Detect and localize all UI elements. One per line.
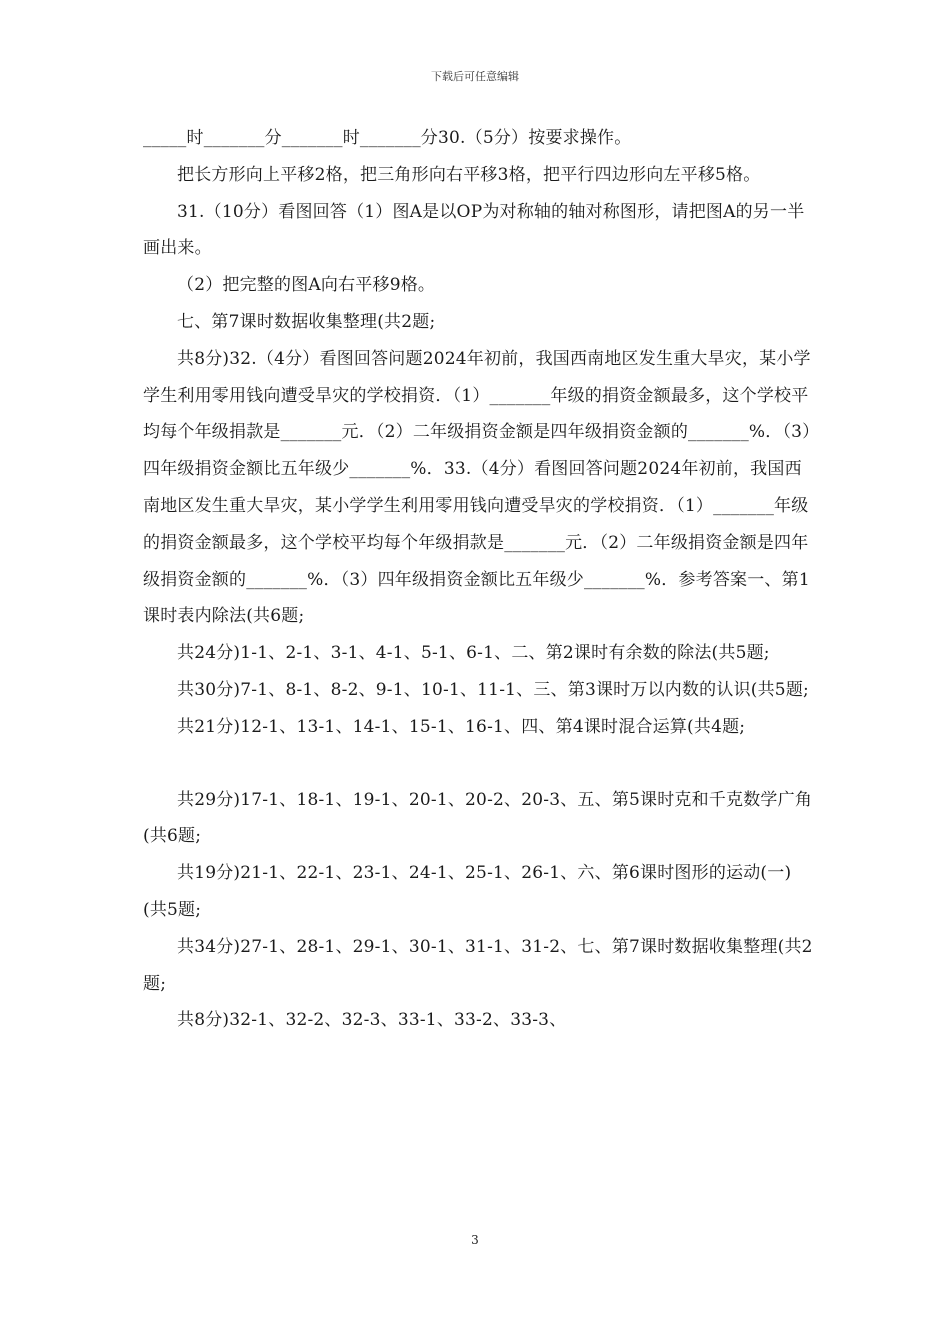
answer-line: 共30分)7-1、8-1、8-2、9-1、10-1、11-1、三、第3课时万以内数的认识(共5题; — [177, 679, 809, 700]
paragraph: 把长方形向上平移2格，把三角形向右平移3格，把平行四边形向左平移5格。 — [177, 164, 761, 185]
page-number: 3 — [471, 1233, 479, 1247]
paragraph: 31.（10分）看图回答（1）图A是以OP为对称轴的轴对称图形，请把图A的另一半画出来。 — [143, 201, 805, 259]
answer-line: 共34分)27-1、28-1、29-1、30-1、31-1、31-2、七、第7课时数据收集整理(共2题; — [143, 936, 813, 994]
paragraph: （2）把完整的图A向右平移9格。 — [177, 275, 436, 296]
answer-line: 共8分)32-1、32-2、32-3、33-1、33-2、33-3、 — [177, 1010, 567, 1031]
answer-line: 共19分)21-1、22-1、23-1、24-1、25-1、26-1、六、第6课时图形的运动(一)(共5题; — [143, 863, 792, 920]
answer-line: 共21分)12-1、13-1、14-1、15-1、16-1、四、第4课时混合运算(共4题; — [177, 716, 746, 737]
paragraph: _____时_______分_______时_______分30.（5分）按要求操作。 — [143, 128, 632, 148]
section-heading: 七、第7课时数据收集整理(共2题; — [177, 311, 436, 332]
page-header: 下载后可任意编辑 — [431, 70, 519, 83]
answer-line: 共29分)17-1、18-1、19-1、20-1、20-2、20-3、五、第5课时克和千克数学广角(共6题; — [143, 789, 813, 847]
spacer — [143, 746, 815, 782]
answer-line: 共24分)1-1、2-1、3-1、4-1、5-1、6-1、二、第2课时有余数的除法(共5题; — [177, 643, 770, 664]
paragraph: 共8分)32.（4分）看图回答问题2024年初前，我国西南地区发生重大旱灾，某小学学生利用零用钱向遭受旱灾的学校捐资．（1）_______年级的捐资金额最多，这个学校平均每个年级捐款是_______元．（2）二年级捐资金额是四年级捐资金额的_______%．（3）四年级捐资金额比五年级少_______%．33.（4分）看图回答问题2024年初前，我国西南地区发生重大旱灾，某小学学生利用零用钱向遭受旱灾的学校捐资．（1）_______年级的捐资金额最多，这个学校平均每个年级捐款是_______元．（2）二年级捐资金额是四年级捐资金额的_______%．（3）四年级捐资金额比五年级少_______%．参考答案一、第1课时表内除法(共6题; — [143, 348, 811, 627]
document-body — [143, 120, 815, 1039]
